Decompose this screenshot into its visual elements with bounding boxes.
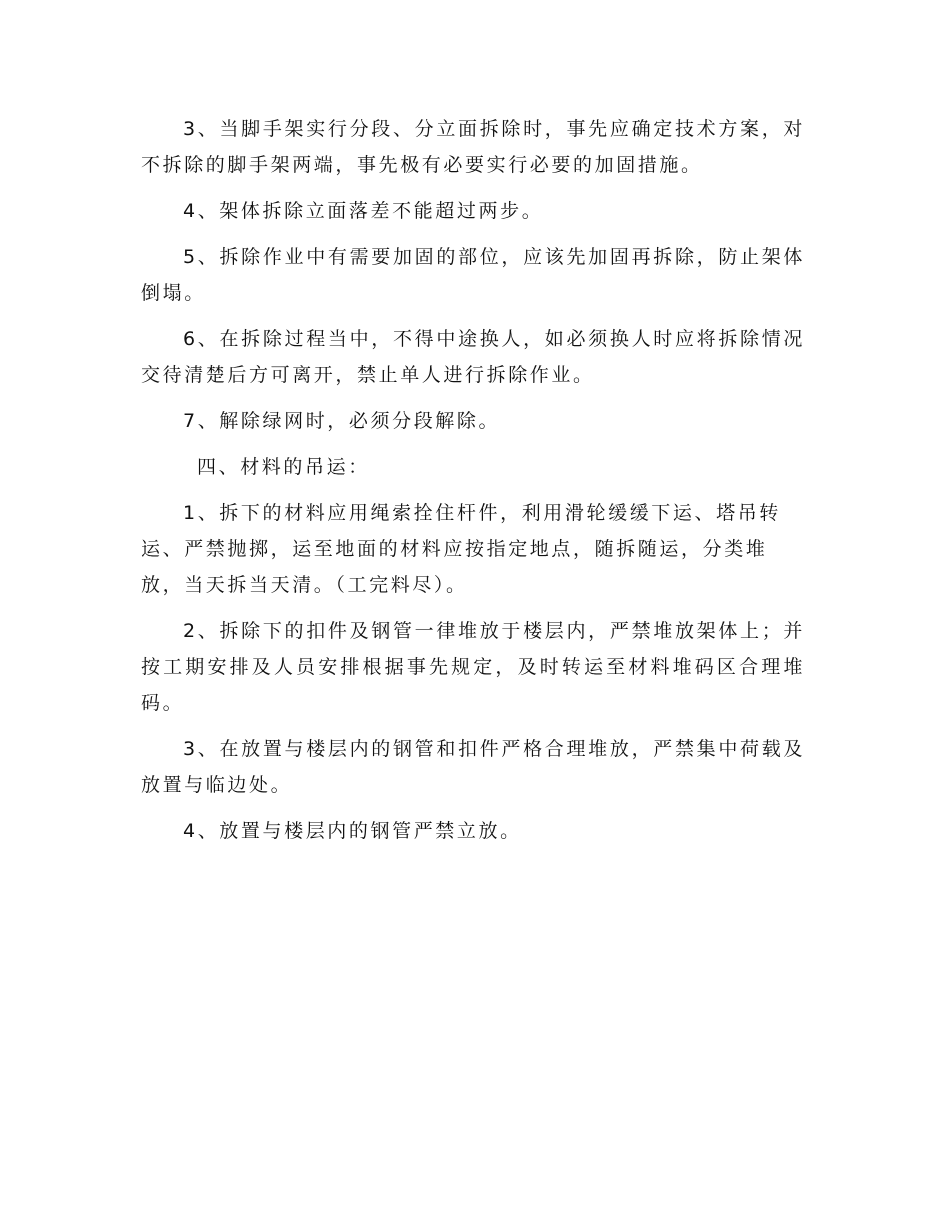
paragraph-material-3: 3、在放置与楼层内的钢管和扣件严格合理堆放，严禁集中荷载及放置与临边处。 — [141, 738, 805, 796]
section-heading: 四、材料的吊运： — [197, 456, 370, 478]
document-body — [141, 111, 805, 859]
paragraph-material-4: 4、放置与楼层内的钢管严禁立放。 — [183, 820, 522, 842]
paragraph-item-3: 3、当脚手架实行分段、分立面拆除时，事先应确定技术方案，对不拆除的脚手架两端，事先极有必要实行必要的加固措施。 — [141, 118, 805, 176]
paragraph-material-2: 2、拆除下的扣件及钢管一律堆放于楼层内，严禁堆放架体上；并按工期安排及人员安排根据事先规定，及时转运至材料堆码区合理堆码。 — [141, 620, 805, 714]
paragraph-material-1: 1、拆下的材料应用绳索拴住杆件，利用滑轮缓缓下运、塔吊转运、严禁抛掷，运至地面的材料应按指定地点，随拆随运，分类堆放，当天拆当天清。（工完料尽）。 — [141, 502, 781, 596]
paragraph-item-6: 6、在拆除过程当中，不得中途换人，如必须换人时应将拆除情况交待清楚后方可离开，禁止单人进行拆除作业。 — [141, 328, 805, 386]
paragraph-item-5: 5、拆除作业中有需要加固的部位，应该先加固再拆除，防止架体倒塌。 — [141, 246, 805, 304]
paragraph-item-4: 4、架体拆除立面落差不能超过两步。 — [183, 200, 544, 222]
paragraph-item-7: 7、解除绿网时，必须分段解除。 — [183, 410, 501, 432]
